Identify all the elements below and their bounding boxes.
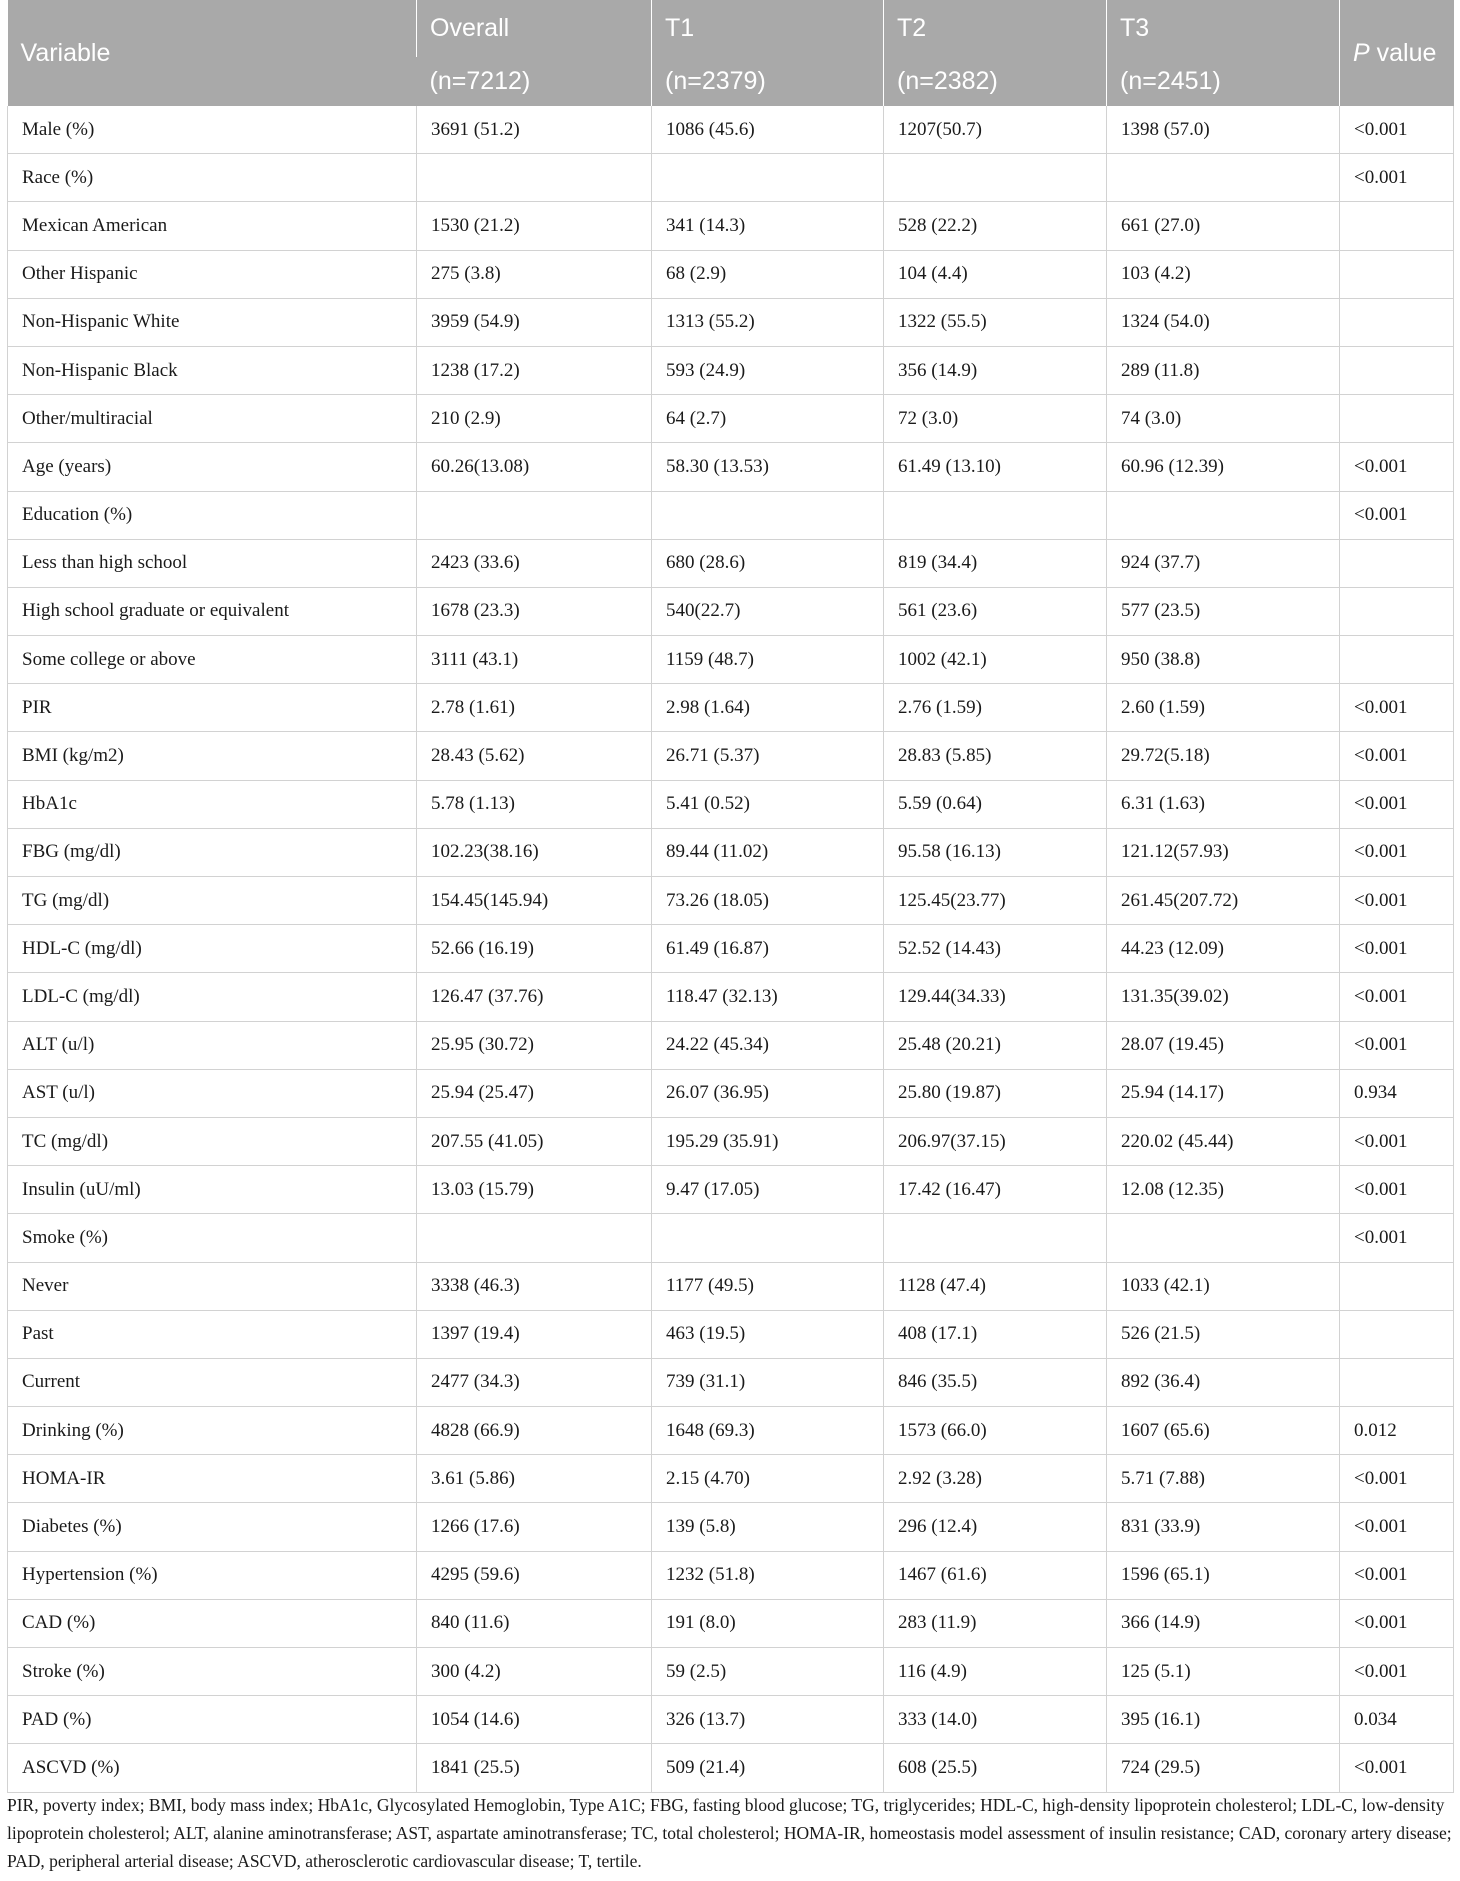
p-value-cell: <0.001 — [1340, 973, 1454, 1021]
p-value-cell: <0.001 — [1340, 1214, 1454, 1262]
t1-cell: 1313 (55.2) — [652, 298, 884, 346]
t2-cell: 61.49 (13.10) — [884, 443, 1107, 491]
t3-cell: 125 (5.1) — [1107, 1648, 1340, 1696]
overall-cell: 3111 (43.1) — [417, 636, 652, 684]
table-row — [8, 539, 1454, 587]
table-row — [8, 780, 1454, 828]
variable-cell: TC (mg/dl) — [8, 1117, 417, 1165]
t2-cell: 408 (17.1) — [884, 1310, 1107, 1358]
overall-cell: 102.23(38.16) — [417, 828, 652, 876]
p-value-cell: <0.001 — [1340, 780, 1454, 828]
overall-cell: 3691 (51.2) — [417, 106, 652, 154]
table-row — [8, 1696, 1454, 1744]
overall-cell: 13.03 (15.79) — [417, 1166, 652, 1214]
p-value-cell: 0.934 — [1340, 1069, 1454, 1117]
t1-cell: 326 (13.7) — [652, 1696, 884, 1744]
t1-cell: 195.29 (35.91) — [652, 1117, 884, 1165]
variable-cell: Some college or above — [8, 636, 417, 684]
t3-cell: 28.07 (19.45) — [1107, 1021, 1340, 1069]
overall-cell: 4295 (59.6) — [417, 1551, 652, 1599]
table-footnote: PIR, poverty index; BMI, body mass index; HbA1c, Glycosylated Hemoglobin, Type A1C; FBG, fasting blood glucose; TG, triglycerides; HDL-C, high-density lipoprotein cholesterol; LDL-C, low-density lipoprotein cholesterol; ALT, alanine aminotransferase; AST, aspartate aminotransferase; TC, total cholesterol; HOMA-IR, homeostasis model assessment of insulin resistance; CAD, coronary artery disease; PAD, peripheral arterial disease; ASCVD, atherosclerotic cardiovascular disease; T, tertile. — [7, 1795, 1452, 1871]
p-value-cell: <0.001 — [1340, 1455, 1454, 1503]
t1-cell: 341 (14.3) — [652, 202, 884, 250]
header-t3: T3 — [1107, 0, 1340, 57]
p-value-cell: <0.001 — [1340, 1648, 1454, 1696]
variable-cell: HbA1c — [8, 780, 417, 828]
t1-cell: 89.44 (11.02) — [652, 828, 884, 876]
p-value-cell — [1340, 587, 1454, 635]
t3-cell: 950 (38.8) — [1107, 636, 1340, 684]
t1-cell: 5.41 (0.52) — [652, 780, 884, 828]
p-value-cell: <0.001 — [1340, 443, 1454, 491]
t3-cell: 12.08 (12.35) — [1107, 1166, 1340, 1214]
table-row — [8, 298, 1454, 346]
variable-cell: PIR — [8, 684, 417, 732]
t3-cell: 6.31 (1.63) — [1107, 780, 1340, 828]
p-value-cell — [1340, 1262, 1454, 1310]
table-row — [8, 443, 1454, 491]
t2-cell — [884, 1214, 1107, 1262]
t3-cell: 25.94 (14.17) — [1107, 1069, 1340, 1117]
overall-cell: 5.78 (1.13) — [417, 780, 652, 828]
t1-cell: 26.71 (5.37) — [652, 732, 884, 780]
table-row — [8, 732, 1454, 780]
t1-cell: 24.22 (45.34) — [652, 1021, 884, 1069]
header-p-value-rest: value — [1369, 38, 1437, 67]
t3-cell: 2.60 (1.59) — [1107, 684, 1340, 732]
t3-cell: 395 (16.1) — [1107, 1696, 1340, 1744]
t3-cell — [1107, 154, 1340, 202]
t2-cell: 95.58 (16.13) — [884, 828, 1107, 876]
variable-cell: HOMA-IR — [8, 1455, 417, 1503]
p-value-cell: <0.001 — [1340, 106, 1454, 154]
t2-cell: 206.97(37.15) — [884, 1117, 1107, 1165]
overall-cell — [417, 1214, 652, 1262]
overall-cell: 1530 (21.2) — [417, 202, 652, 250]
t2-cell: 819 (34.4) — [884, 539, 1107, 587]
t1-cell: 58.30 (13.53) — [652, 443, 884, 491]
t3-cell: 220.02 (45.44) — [1107, 1117, 1340, 1165]
t2-cell: 116 (4.9) — [884, 1648, 1107, 1696]
table-row — [8, 1744, 1454, 1792]
header-t1-n: (n=2379) — [652, 57, 884, 106]
variable-cell: Race (%) — [8, 154, 417, 202]
t1-cell: 118.47 (32.13) — [652, 973, 884, 1021]
table-row — [8, 684, 1454, 732]
p-value-cell — [1340, 1310, 1454, 1358]
overall-cell: 1397 (19.4) — [417, 1310, 652, 1358]
variable-cell: High school graduate or equivalent — [8, 587, 417, 635]
header-p-value — [1340, 0, 1454, 106]
t1-cell: 73.26 (18.05) — [652, 877, 884, 925]
t1-cell: 540(22.7) — [652, 587, 884, 635]
t2-cell: 2.92 (3.28) — [884, 1455, 1107, 1503]
header-t3-n: (n=2451) — [1107, 57, 1340, 106]
variable-cell: HDL-C (mg/dl) — [8, 925, 417, 973]
t2-cell: 1573 (66.0) — [884, 1407, 1107, 1455]
variable-cell: Mexican American — [8, 202, 417, 250]
variable-cell: ASCVD (%) — [8, 1744, 417, 1792]
overall-cell: 126.47 (37.76) — [417, 973, 652, 1021]
t2-cell: 104 (4.4) — [884, 250, 1107, 298]
overall-cell: 3338 (46.3) — [417, 1262, 652, 1310]
table-row — [8, 1117, 1454, 1165]
t3-cell: 924 (37.7) — [1107, 539, 1340, 587]
p-value-cell: <0.001 — [1340, 877, 1454, 925]
overall-cell: 25.95 (30.72) — [417, 1021, 652, 1069]
overall-cell: 1054 (14.6) — [417, 1696, 652, 1744]
variable-cell: Never — [8, 1262, 417, 1310]
t1-cell: 593 (24.9) — [652, 346, 884, 394]
overall-cell: 1841 (25.5) — [417, 1744, 652, 1792]
t3-cell: 5.71 (7.88) — [1107, 1455, 1340, 1503]
t1-cell: 64 (2.7) — [652, 395, 884, 443]
table-row — [8, 1166, 1454, 1214]
header-overall-n: (n=7212) — [417, 57, 652, 106]
variable-cell: Hypertension (%) — [8, 1551, 417, 1599]
t1-cell: 463 (19.5) — [652, 1310, 884, 1358]
p-value-cell: <0.001 — [1340, 154, 1454, 202]
table-header — [8, 0, 1454, 106]
t1-cell: 9.47 (17.05) — [652, 1166, 884, 1214]
overall-cell: 207.55 (41.05) — [417, 1117, 652, 1165]
p-value-cell: <0.001 — [1340, 1599, 1454, 1647]
table-row — [8, 1407, 1454, 1455]
variable-cell: Male (%) — [8, 106, 417, 154]
t3-cell — [1107, 491, 1340, 539]
p-value-cell — [1340, 395, 1454, 443]
overall-cell: 3.61 (5.86) — [417, 1455, 652, 1503]
overall-cell: 275 (3.8) — [417, 250, 652, 298]
p-value-cell — [1340, 202, 1454, 250]
p-value-cell: <0.001 — [1340, 491, 1454, 539]
variable-cell: Education (%) — [8, 491, 417, 539]
t3-cell: 103 (4.2) — [1107, 250, 1340, 298]
overall-cell: 1238 (17.2) — [417, 346, 652, 394]
variable-cell: Non-Hispanic White — [8, 298, 417, 346]
t2-cell: 25.48 (20.21) — [884, 1021, 1107, 1069]
t1-cell: 1177 (49.5) — [652, 1262, 884, 1310]
p-value-cell: <0.001 — [1340, 1551, 1454, 1599]
t1-cell — [652, 154, 884, 202]
t3-cell: 131.35(39.02) — [1107, 973, 1340, 1021]
t2-cell: 1207(50.7) — [884, 106, 1107, 154]
t1-cell: 59 (2.5) — [652, 1648, 884, 1696]
overall-cell: 3959 (54.9) — [417, 298, 652, 346]
table-row — [8, 973, 1454, 1021]
overall-cell: 2.78 (1.61) — [417, 684, 652, 732]
variable-cell: Current — [8, 1358, 417, 1406]
t2-cell: 52.52 (14.43) — [884, 925, 1107, 973]
table-row — [8, 491, 1454, 539]
table-row — [8, 1262, 1454, 1310]
t3-cell: 526 (21.5) — [1107, 1310, 1340, 1358]
t3-cell: 1596 (65.1) — [1107, 1551, 1340, 1599]
baseline-characteristics-table — [7, 0, 1454, 1793]
table-container — [7, 0, 1453, 1793]
t2-cell — [884, 154, 1107, 202]
overall-cell: 1266 (17.6) — [417, 1503, 652, 1551]
t1-cell: 1232 (51.8) — [652, 1551, 884, 1599]
p-value-cell: <0.001 — [1340, 1744, 1454, 1792]
variable-cell: PAD (%) — [8, 1696, 417, 1744]
overall-cell: 2423 (33.6) — [417, 539, 652, 587]
t3-cell: 74 (3.0) — [1107, 395, 1340, 443]
t2-cell: 1467 (61.6) — [884, 1551, 1107, 1599]
t3-cell: 1324 (54.0) — [1107, 298, 1340, 346]
variable-cell: Past — [8, 1310, 417, 1358]
t2-cell — [884, 491, 1107, 539]
variable-cell: Drinking (%) — [8, 1407, 417, 1455]
overall-cell: 52.66 (16.19) — [417, 925, 652, 973]
variable-cell: Diabetes (%) — [8, 1503, 417, 1551]
p-value-cell — [1340, 636, 1454, 684]
t3-cell: 724 (29.5) — [1107, 1744, 1340, 1792]
t2-cell: 28.83 (5.85) — [884, 732, 1107, 780]
overall-cell: 4828 (66.9) — [417, 1407, 652, 1455]
table-row — [8, 1310, 1454, 1358]
t2-cell: 561 (23.6) — [884, 587, 1107, 635]
table-row — [8, 1214, 1454, 1262]
p-value-cell: 0.034 — [1340, 1696, 1454, 1744]
p-value-cell: <0.001 — [1340, 1117, 1454, 1165]
overall-cell: 1678 (23.3) — [417, 587, 652, 635]
t1-cell: 1086 (45.6) — [652, 106, 884, 154]
table-row — [8, 154, 1454, 202]
t3-cell: 892 (36.4) — [1107, 1358, 1340, 1406]
t2-cell: 608 (25.5) — [884, 1744, 1107, 1792]
p-value-cell — [1340, 250, 1454, 298]
variable-cell: Age (years) — [8, 443, 417, 491]
t3-cell: 121.12(57.93) — [1107, 828, 1340, 876]
t2-cell: 129.44(34.33) — [884, 973, 1107, 1021]
t1-cell: 139 (5.8) — [652, 1503, 884, 1551]
t3-cell — [1107, 1214, 1340, 1262]
t1-cell — [652, 491, 884, 539]
t1-cell — [652, 1214, 884, 1262]
overall-cell: 840 (11.6) — [417, 1599, 652, 1647]
t2-cell: 846 (35.5) — [884, 1358, 1107, 1406]
variable-cell: Smoke (%) — [8, 1214, 417, 1262]
t2-cell: 283 (11.9) — [884, 1599, 1107, 1647]
t1-cell: 61.49 (16.87) — [652, 925, 884, 973]
t3-cell: 831 (33.9) — [1107, 1503, 1340, 1551]
t1-cell: 509 (21.4) — [652, 1744, 884, 1792]
header-t2-n: (n=2382) — [884, 57, 1107, 106]
p-value-cell — [1340, 298, 1454, 346]
variable-cell: Insulin (uU/ml) — [8, 1166, 417, 1214]
t3-cell: 366 (14.9) — [1107, 1599, 1340, 1647]
t1-cell: 2.98 (1.64) — [652, 684, 884, 732]
header-p-value-italic: P — [1353, 38, 1370, 67]
variable-cell: Stroke (%) — [8, 1648, 417, 1696]
variable-cell: Less than high school — [8, 539, 417, 587]
overall-cell: 300 (4.2) — [417, 1648, 652, 1696]
table-row — [8, 877, 1454, 925]
p-value-cell: 0.012 — [1340, 1407, 1454, 1455]
table-row — [8, 1503, 1454, 1551]
table-row — [8, 106, 1454, 154]
t2-cell: 2.76 (1.59) — [884, 684, 1107, 732]
p-value-cell: <0.001 — [1340, 1166, 1454, 1214]
t2-cell: 1322 (55.5) — [884, 298, 1107, 346]
variable-cell: FBG (mg/dl) — [8, 828, 417, 876]
table-row — [8, 636, 1454, 684]
p-value-cell — [1340, 1358, 1454, 1406]
t1-cell: 1159 (48.7) — [652, 636, 884, 684]
t2-cell: 528 (22.2) — [884, 202, 1107, 250]
table-body — [8, 106, 1454, 1792]
table-row — [8, 1551, 1454, 1599]
header-t1: T1 — [652, 0, 884, 57]
variable-cell: BMI (kg/m2) — [8, 732, 417, 780]
table-row — [8, 1599, 1454, 1647]
variable-cell: ALT (u/l) — [8, 1021, 417, 1069]
p-value-cell: <0.001 — [1340, 1503, 1454, 1551]
t1-cell: 739 (31.1) — [652, 1358, 884, 1406]
t3-cell: 29.72(5.18) — [1107, 732, 1340, 780]
table-row — [8, 1648, 1454, 1696]
header-overall: Overall — [417, 0, 652, 57]
variable-cell: CAD (%) — [8, 1599, 417, 1647]
overall-cell — [417, 491, 652, 539]
table-row — [8, 346, 1454, 394]
p-value-cell: <0.001 — [1340, 925, 1454, 973]
t3-cell: 289 (11.8) — [1107, 346, 1340, 394]
t2-cell: 296 (12.4) — [884, 1503, 1107, 1551]
t1-cell: 68 (2.9) — [652, 250, 884, 298]
table-row — [8, 202, 1454, 250]
t3-cell: 661 (27.0) — [1107, 202, 1340, 250]
overall-cell — [417, 154, 652, 202]
variable-cell: Other/multiracial — [8, 395, 417, 443]
t3-cell: 261.45(207.72) — [1107, 877, 1340, 925]
t2-cell: 333 (14.0) — [884, 1696, 1107, 1744]
overall-cell: 25.94 (25.47) — [417, 1069, 652, 1117]
t3-cell: 1398 (57.0) — [1107, 106, 1340, 154]
table-row — [8, 828, 1454, 876]
t1-cell: 2.15 (4.70) — [652, 1455, 884, 1503]
p-value-cell: <0.001 — [1340, 732, 1454, 780]
p-value-cell: <0.001 — [1340, 684, 1454, 732]
variable-cell: LDL-C (mg/dl) — [8, 973, 417, 1021]
t2-cell: 356 (14.9) — [884, 346, 1107, 394]
p-value-cell: <0.001 — [1340, 828, 1454, 876]
t3-cell: 1607 (65.6) — [1107, 1407, 1340, 1455]
t1-cell: 191 (8.0) — [652, 1599, 884, 1647]
t3-cell: 60.96 (12.39) — [1107, 443, 1340, 491]
t2-cell: 17.42 (16.47) — [884, 1166, 1107, 1214]
t1-cell: 680 (28.6) — [652, 539, 884, 587]
table-row — [8, 587, 1454, 635]
t2-cell: 25.80 (19.87) — [884, 1069, 1107, 1117]
overall-cell: 154.45(145.94) — [417, 877, 652, 925]
table-row — [8, 925, 1454, 973]
table-row — [8, 1358, 1454, 1406]
t2-cell: 5.59 (0.64) — [884, 780, 1107, 828]
table-row — [8, 1455, 1454, 1503]
p-value-cell — [1340, 539, 1454, 587]
table-row — [8, 250, 1454, 298]
header-variable: Variable — [8, 0, 417, 106]
overall-cell: 60.26(13.08) — [417, 443, 652, 491]
variable-cell: AST (u/l) — [8, 1069, 417, 1117]
t2-cell: 1002 (42.1) — [884, 636, 1107, 684]
p-value-cell — [1340, 346, 1454, 394]
t3-cell: 577 (23.5) — [1107, 587, 1340, 635]
t3-cell: 44.23 (12.09) — [1107, 925, 1340, 973]
t2-cell: 1128 (47.4) — [884, 1262, 1107, 1310]
overall-cell: 2477 (34.3) — [417, 1358, 652, 1406]
overall-cell: 28.43 (5.62) — [417, 732, 652, 780]
variable-cell: Other Hispanic — [8, 250, 417, 298]
t2-cell: 125.45(23.77) — [884, 877, 1107, 925]
variable-cell: TG (mg/dl) — [8, 877, 417, 925]
table-row — [8, 1021, 1454, 1069]
header-t2: T2 — [884, 0, 1107, 57]
table-row — [8, 1069, 1454, 1117]
p-value-cell: <0.001 — [1340, 1021, 1454, 1069]
t1-cell: 1648 (69.3) — [652, 1407, 884, 1455]
table-row — [8, 395, 1454, 443]
overall-cell: 210 (2.9) — [417, 395, 652, 443]
t3-cell: 1033 (42.1) — [1107, 1262, 1340, 1310]
variable-cell: Non-Hispanic Black — [8, 346, 417, 394]
t2-cell: 72 (3.0) — [884, 395, 1107, 443]
t1-cell: 26.07 (36.95) — [652, 1069, 884, 1117]
